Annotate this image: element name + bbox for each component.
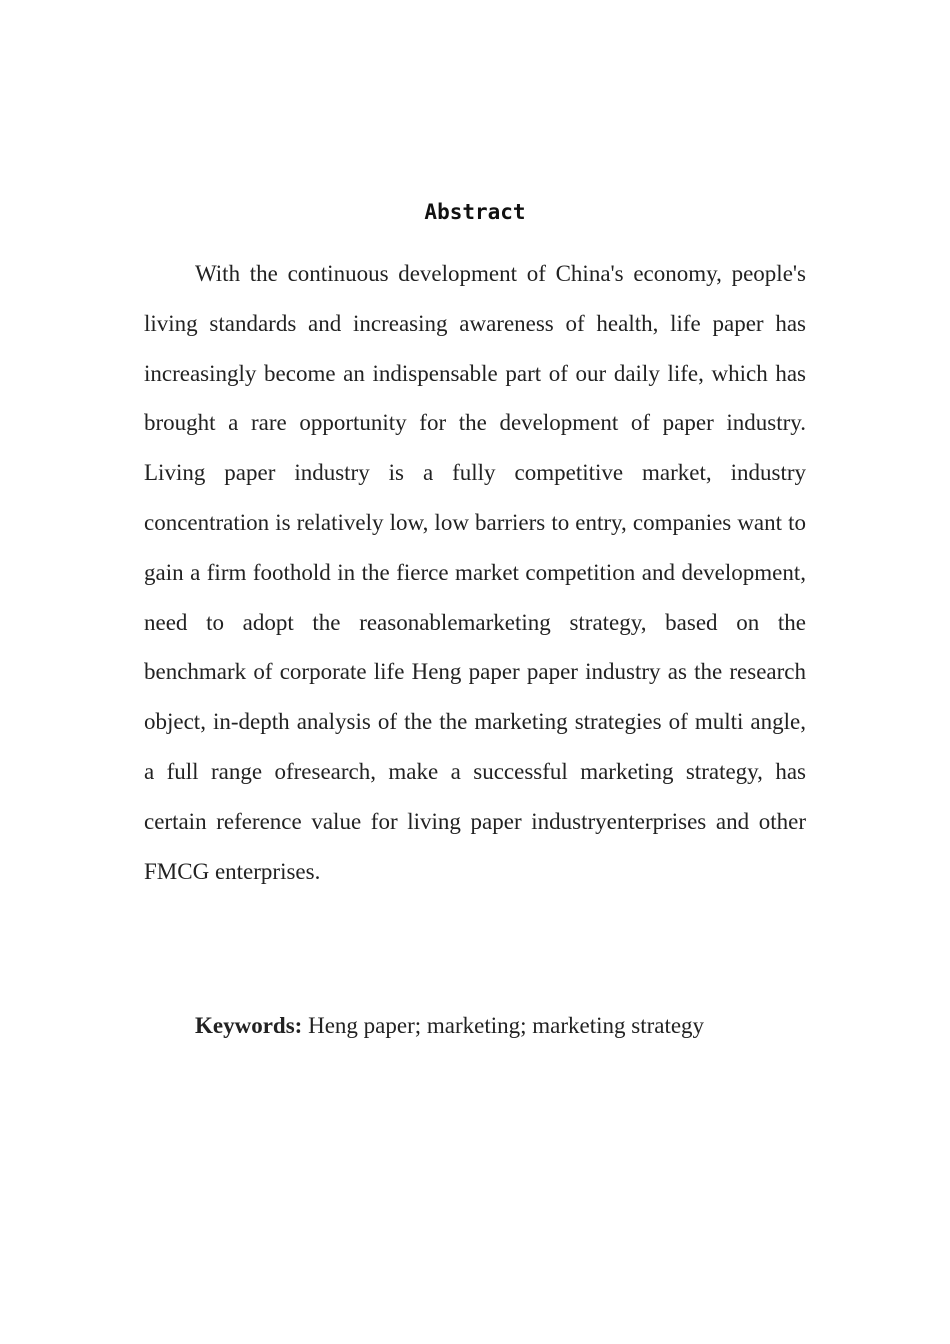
keywords-line bbox=[195, 1008, 806, 1044]
keywords-value: Heng paper; marketing; marketing strategy bbox=[302, 1013, 705, 1038]
abstract-title: Abstract bbox=[424, 200, 526, 224]
keywords-label: Keywords: bbox=[195, 1013, 303, 1038]
abstract-paragraph: With the continuous development of China's economy, people's living standards and increasing awareness of health, life paper has increasingly become an indispensable part of our daily life, which has brought a rare opportunity for the development of paper industry. Living paper industry is a fully competitive market, industry concentration is relatively low, low barriers to entry, companies want to gain a firm foothold in the fierce market competition and development, need to adopt the reasonablemarketing strategy, based on the benchmark of corporate life Heng paper paper industry as the research object, in-depth analysis of the the marketing strategies of multi angle, a full range ofresearch, make a successful marketing strategy, has certain reference value for living paper industryenterprises and other FMCG enterprises. bbox=[144, 261, 806, 884]
